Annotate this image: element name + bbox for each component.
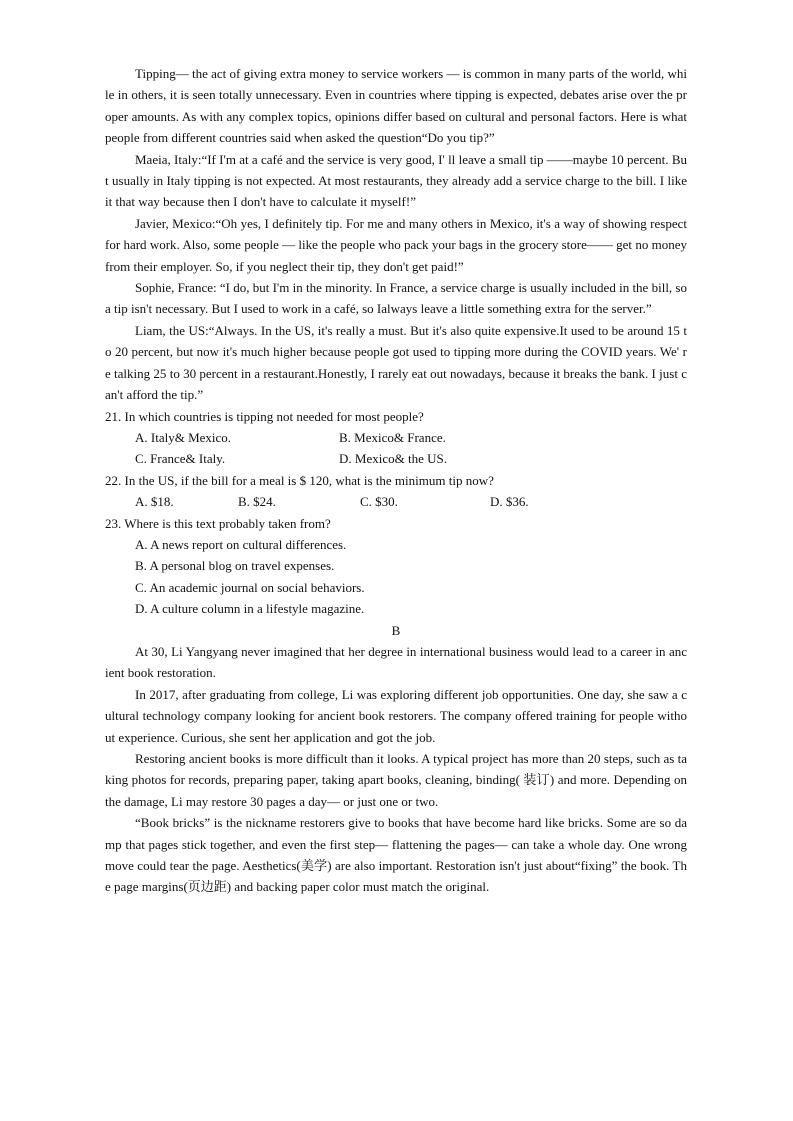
question-stem: 22. In the US, if the bill for a meal is $ 120, what is the minimum tip now? [105,472,494,488]
paragraph: Sophie, France: “I do, but I'm in the minority. In France, a service charge is usually included in the bill, so a tip isn't necessary. But I used to work in a café, so Ialways leave a little something extra for the server.” [105,280,687,317]
option-d: D. $36. [490,494,529,510]
option-c: C. An academic journal on social behaviors. [135,579,365,595]
paragraph: At 30, Li Yangyang never imagined that her degree in international business would lead to a career in ancient book restoration. [105,643,687,681]
paragraph: Restoring ancient books is more difficult than it looks. A typical project has more than 20 steps, such as taking photos for records, preparing paper, taking apart books, cleaning, binding( 装订) and more. Depending on the damage, Li may restore 30 pages a day— or just one or two. [105,751,687,809]
passage-b [105,620,687,898]
paragraph: “Book bricks” is the nickname restorers give to books that have become hard like bricks. Some are so damp that pages stick together, and even the first step— flattening the pages— can take a whole day. One wrong move could tear the page. Aesthetics(美学) are also important. Restoration isn't just about“fixing” the book. The page margins(页边距) and backing paper color must match the original. [105,815,687,895]
section-label: B [391,622,401,638]
option-b: B. A personal blog on travel expenses. [135,558,335,574]
question-21 [105,406,687,470]
option-d: D. A culture column in a lifestyle magazine. [135,601,365,617]
question-stem: 23. Where is this text probably taken from? [105,515,331,531]
option-c: C. $30. [360,494,398,510]
options-row [105,491,687,512]
option-a: A. A news report on cultural differences. [135,536,347,552]
paragraph: Maeia, Italy:“If I'm at a café and the service is very good, I' ll leave a small tip ——maybe 10 percent. But usually in Italy tipping is not expected. At most restaurants, they already add a service charge to the bill. I like it that way because then I don't have to calculate it myself!” [105,151,687,210]
question-23 [105,513,687,620]
passage-a [105,63,687,406]
option-c: C. France& Italy. [135,451,226,467]
option-b: B. Mexico& France. [339,429,446,445]
paragraph: Javier, Mexico:“Oh yes, I definitely tip. For me and many others in Mexico, it's a way of showing respect for hard work. Also, some people — like the people who pack your bags in the grocery store—— get no money from their employer. So, if you neglect their tip, they don't get paid!” [105,215,687,274]
exam-page [105,63,687,898]
paragraph: Liam, the US:“Always. In the US, it's really a must. But it's also quite expensive.It used to be around 15 to 20 percent, but now it's much higher because people got used to tipping more during the COVID years. We' re talking 25 to 30 percent in a restaurant.Honestly, I rarely eat out nowadays, because it breaks the bank. I just can't afford the tip.” [105,322,687,403]
question-22 [105,470,687,513]
option-a: A. $18. [135,494,174,510]
paragraph: In 2017, after graduating from college, Li was exploring different job opportunities. One day, she saw a cultural technology company looking for ancient book restorers. The company offered training for people without experience. Curious, she sent her application and got the job. [105,686,687,745]
option-b: B. $24. [238,494,276,510]
options-row [105,448,687,469]
options-row [105,427,687,448]
option-a: A. Italy& Mexico. [135,429,232,445]
option-d: D. Mexico& the US. [339,451,447,467]
paragraph: Tipping— the act of giving extra money to service workers — is common in many parts of the world, while in others, it is seen totally unnecessary. Even in countries where tipping is expected, debates arise over the proper amounts. As with any complex topics, opinions differ based on cultural and personal factors. Here is what people from different countries said when asked the question“Do you tip?” [105,66,687,146]
question-stem: 21. In which countries is tipping not needed for most people? [105,408,424,424]
